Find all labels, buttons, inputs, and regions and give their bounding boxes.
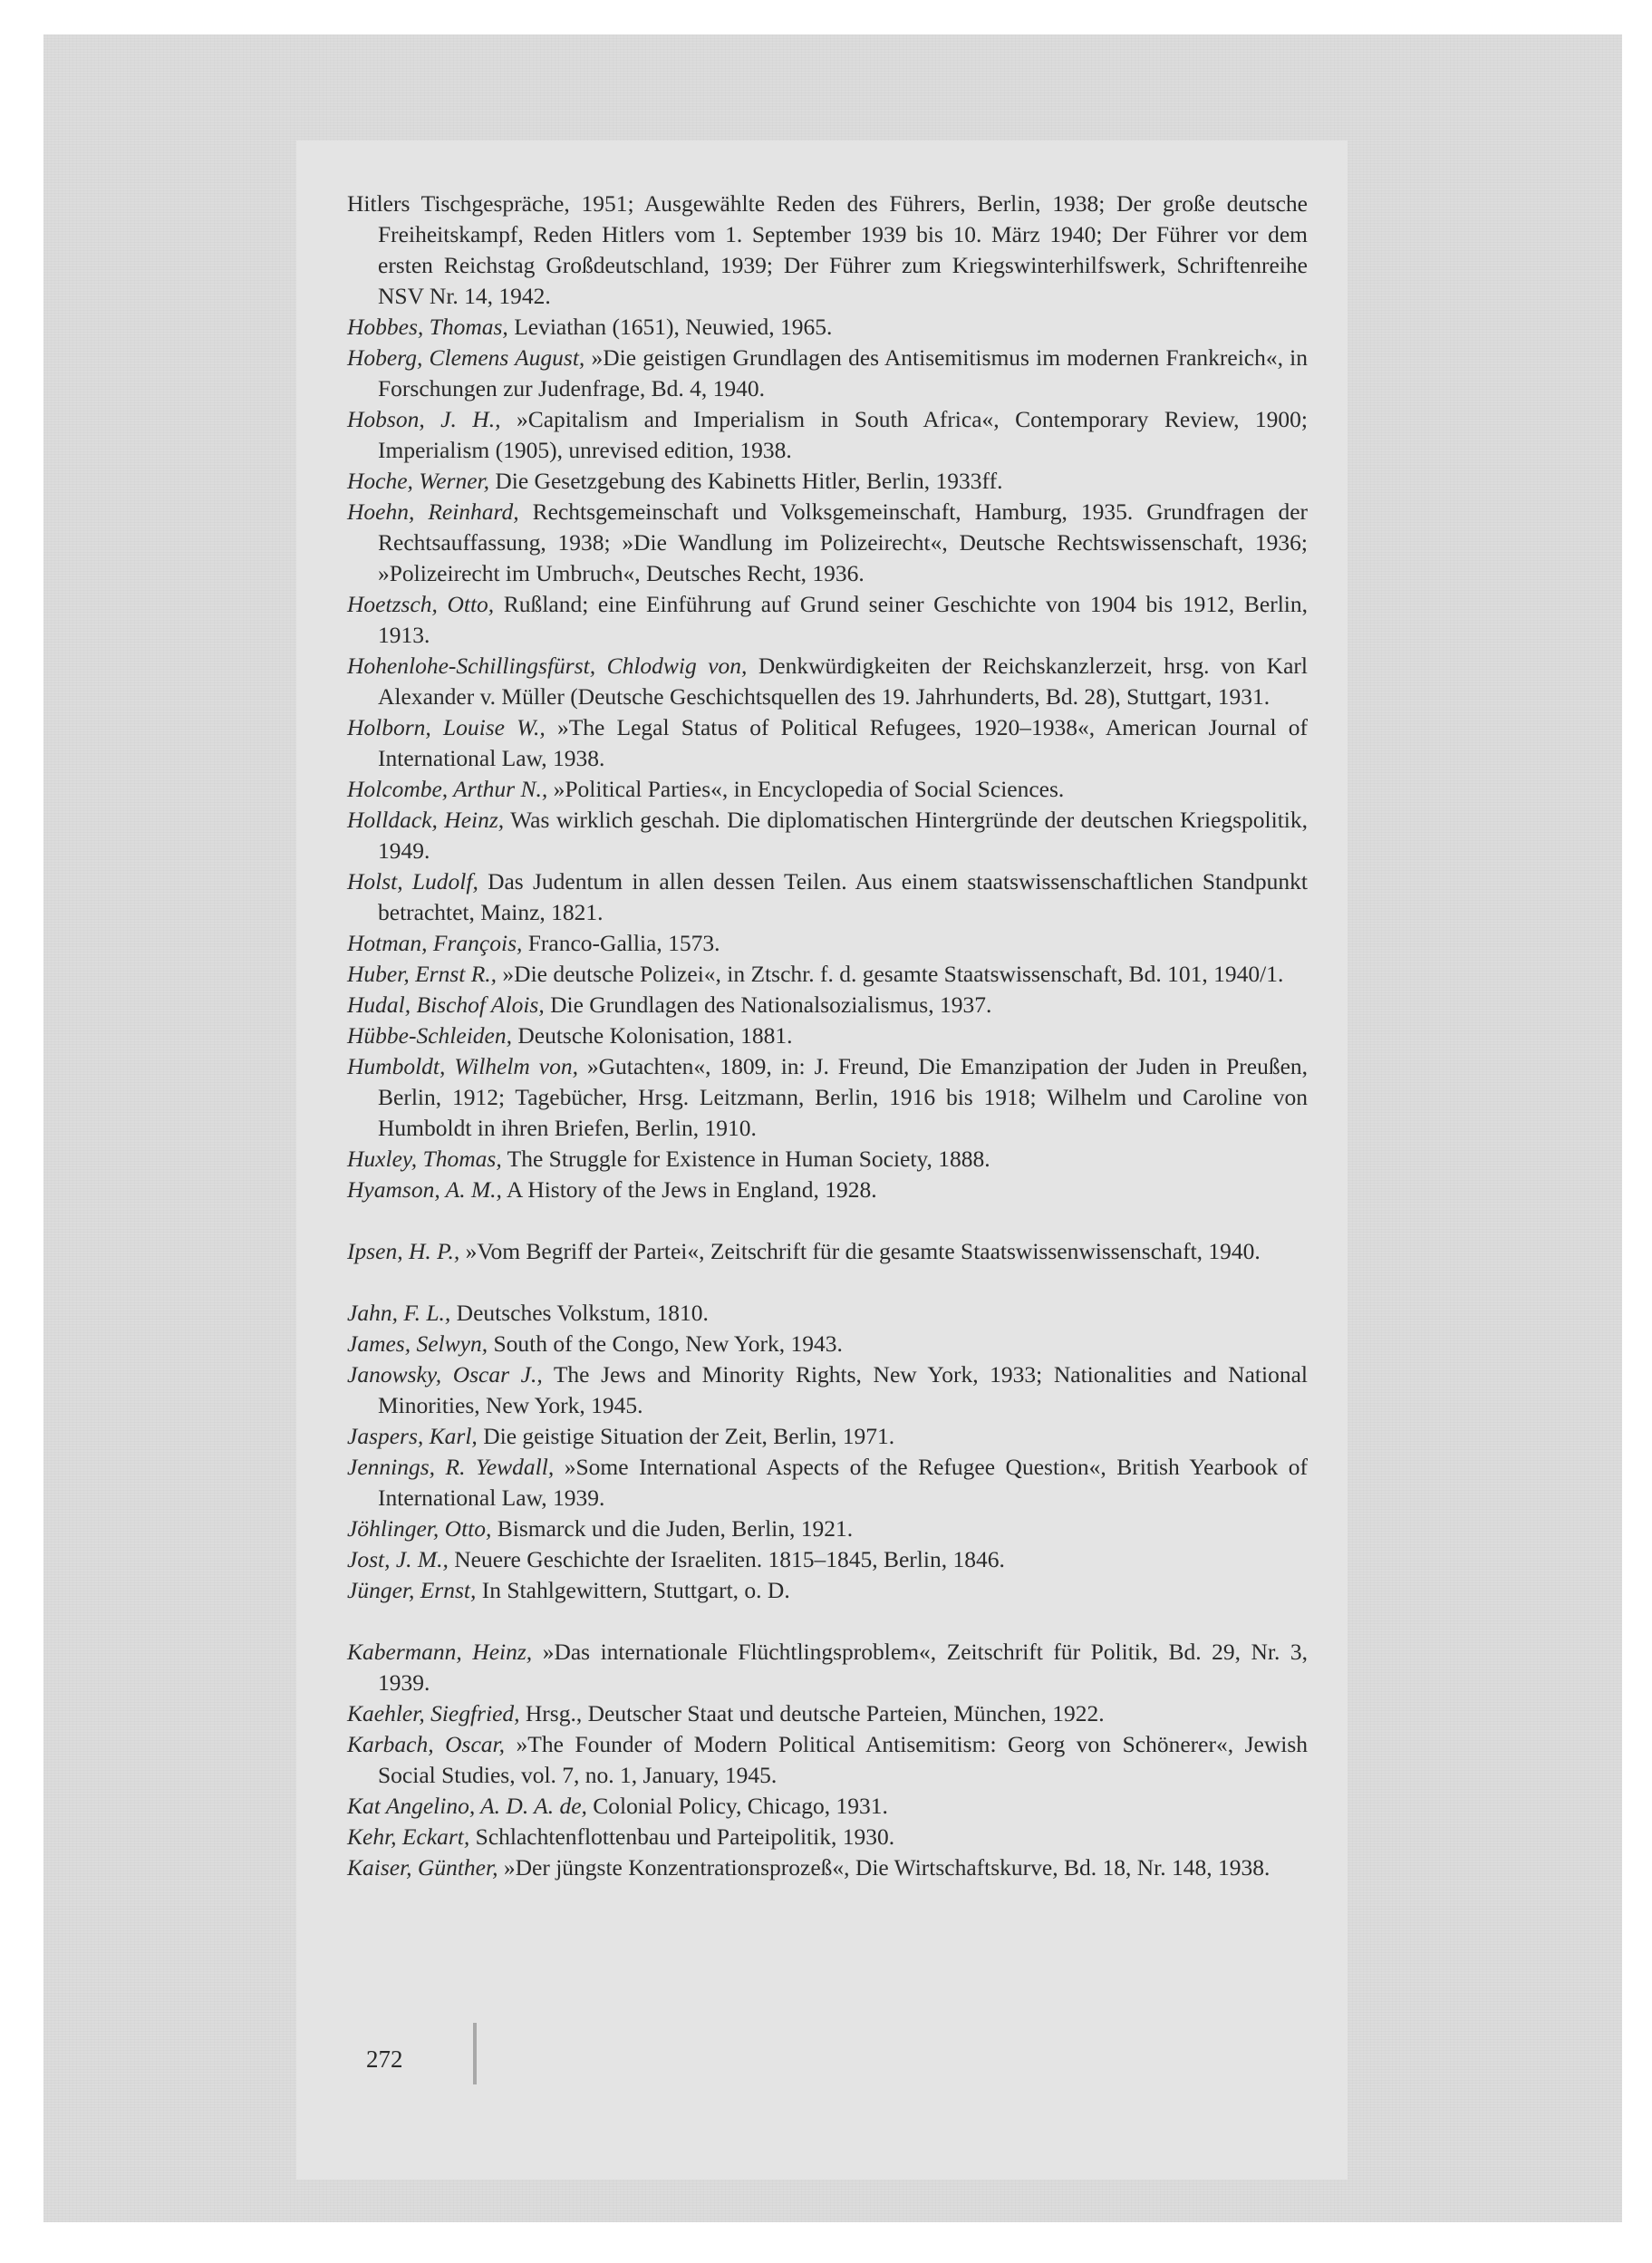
bibliography-entry [347,1791,1308,1822]
entry-author: Hoberg, Clemens August, [347,344,585,371]
entry-text: A History of the Jews in England, 1928. [506,1176,877,1203]
bibliography-entry [347,189,1308,312]
bibliography-entry [347,1729,1308,1791]
entry-text: The Jews and Minority Rights, New York, 1933; Nationalities and National Minorities, New York, 1945. [378,1361,1308,1418]
entry-text: South of the Congo, New York, 1943. [493,1330,843,1357]
bibliography-entry [347,1575,1308,1606]
bibliography-entry [347,1329,1308,1359]
entry-text: »The Legal Status of Political Refugees, 1920–1938«, American Journal of International Law, 1938. [378,714,1308,771]
entry-author: Jost, J. M., [347,1546,449,1572]
entry-author: Holborn, Louise W., [347,714,546,740]
entry-text: Bismarck und die Juden, Berlin, 1921. [497,1515,854,1542]
entry-author: Huxley, Thomas, [347,1146,502,1172]
entry-text: Die Grundlagen des Nationalsozialismus, 1937. [550,991,992,1018]
bibliography-entry [347,1298,1308,1329]
bibliography-entry [347,774,1308,805]
entry-author: Kehr, Eckart, [347,1823,470,1850]
bibliography-entry [347,1359,1308,1421]
entry-text: Leviathan (1651), Neuwied, 1965. [514,314,833,340]
bibliography-entry [347,990,1308,1020]
entry-author: Hyamson, A. M., [347,1176,502,1203]
entry-author: Hoche, Werner, [347,468,489,494]
entry-author: Hotman, François, [347,930,523,956]
bibliography-entry [347,805,1308,866]
entry-author: Humboldt, Wilhelm von, [347,1053,578,1079]
entry-text: Rechtsgemeinschaft und Volksgemeinschaft, Hamburg, 1935. Grundfragen der Rechtsauffassung, 1938; »Die Wandlung im Polizeirecht«, Deutsche Rechtswissenschaft, 1936; »Polizeirecht im Umbruch«, Deutsches Recht, 1936. [378,498,1309,586]
entry-author: Jaspers, Karl, [347,1423,478,1449]
entry-text: Was wirklich geschah. Die diplomatischen Hintergründe der deutschen Kriegspolitik, 1949. [378,807,1308,864]
bibliography-entry [347,589,1308,651]
entry-author: Kaiser, Günther, [347,1854,498,1881]
entry-text: »Das internationale Flüchtlingsproblem«, Zeitschrift für Politik, Bd. 29, Nr. 3, 1939. [378,1639,1309,1696]
entry-author: Jennings, R. Yewdall, [347,1454,555,1480]
entry-text: Deutsche Kolonisation, 1881. [517,1022,793,1049]
entry-text: Deutsches Volkstum, 1810. [456,1300,709,1326]
entry-author: Hoehn, Reinhard, [347,498,519,525]
entry-author: Karbach, Oscar, [347,1731,506,1757]
entry-author: Holcombe, Arthur N., [347,776,548,802]
entry-author: Jöhlinger, Otto, [347,1515,492,1542]
entry-text: »Der jüngste Konzentrationsprozeß«, Die Wirtschaftskurve, Bd. 18, Nr. 148, 1938. [503,1854,1270,1881]
bibliography-entry [347,1822,1308,1852]
bibliography-entry [347,651,1308,712]
entry-text: »Political Parties«, in Encyclopedia of Social Sciences. [553,776,1065,802]
entry-text: »Die deutsche Polizei«, in Ztschr. f. d. gesamte Staatswissenschaft, Bd. 101, 1940/1. [502,961,1284,987]
bibliography-entry [347,866,1308,928]
bibliography-entry [347,712,1308,774]
bibliography-entry [347,343,1308,404]
bibliography-entry [347,1452,1308,1514]
entry-text: In Stahlgewittern, Stuttgart, o. D. [481,1577,790,1603]
entry-text: Rußland; eine Einführung auf Grund seiner Geschichte von 1904 bis 1912, Berlin, 1913. [378,591,1308,648]
page-number: 272 [366,2045,403,2073]
entry-text: The Struggle for Existence in Human Society, 1888. [507,1146,990,1172]
entry-author: James, Selwyn, [347,1330,488,1357]
bibliography-entry [347,1020,1308,1051]
entry-author: Jahn, F. L., [347,1300,451,1326]
entry-text: Die geistige Situation der Zeit, Berlin, 1971. [483,1423,895,1449]
entry-text: »Die geistigen Grundlagen des Antisemitismus im modernen Frankreich«, in Forschungen zur Judenfrage, Bd. 4, 1940. [378,344,1309,401]
bibliography-entry [347,1236,1308,1267]
entry-text: Hitlers Tischgespräche, 1951; Ausgewählte Reden des Führers, Berlin, 1938; Der große deutsche Freiheitskampf, Reden Hitlers vom 1. September 1939 bis 10. März 1940; Der Führer vor dem ersten Reichstag Großdeutschland, 1939; Der Führer zum Kriegswinterhilfswerk, Schriftenreihe NSV Nr. 14, 1942. [347,190,1308,309]
entry-author: Kat Angelino, A. D. A. de, [347,1793,587,1819]
entry-text: Neuere Geschichte der Israeliten. 1815–1845, Berlin, 1846. [454,1546,1005,1572]
entry-text: »Capitalism and Imperialism in South Africa«, Contemporary Review, 1900; Imperialism (1905), unrevised edition, 1938. [378,406,1309,463]
entry-text: Die Gesetzgebung des Kabinetts Hitler, Berlin, 1933ff. [495,468,1003,494]
entry-author: Kabermann, Heinz, [347,1639,533,1665]
bibliography-entry [347,1852,1308,1883]
entry-author: Hübbe-Schleiden, [347,1022,512,1049]
entry-text: Franco-Gallia, 1573. [527,930,720,956]
bibliography-entry [347,497,1308,589]
bibliography-entry [347,1175,1308,1205]
entry-author: Ipsen, H. P., [347,1238,460,1264]
entry-text: Hrsg., Deutscher Staat und deutsche Parteien, München, 1922. [525,1700,1105,1726]
entry-author: Holldack, Heinz, [347,807,505,833]
entry-text: Colonial Policy, Chicago, 1931. [593,1793,888,1819]
entry-text: »The Founder of Modern Political Antisemitism: Georg von Schönerer«, Jewish Social Studies, vol. 7, no. 1, January, 1945. [378,1731,1308,1788]
bibliography-entry [347,1544,1308,1575]
entry-author: Hoetzsch, Otto, [347,591,495,617]
binding-mark [473,2023,477,2084]
bibliography-entry [347,1514,1308,1544]
entry-author: Jünger, Ernst, [347,1577,477,1603]
entry-text: »Vom Begriff der Partei«, Zeitschrift für die gesamte Staatswissenwissenschaft, 1940. [465,1238,1261,1264]
entry-author: Janowsky, Oscar J., [347,1361,543,1388]
bibliography-entry [347,1637,1308,1698]
entry-author: Kaehler, Siegfried, [347,1700,520,1726]
bibliography-list [347,189,1308,1883]
entry-author: Huber, Ernst R., [347,961,498,987]
entry-text: Das Judentum in allen dessen Teilen. Aus einem staatswissenschaftlichen Standpunkt betrachtet, Mainz, 1821. [378,868,1308,925]
entry-text: Denkwürdigkeiten der Reichskanzlerzeit, hrsg. von Karl Alexander v. Müller (Deutsche Geschichtsquellen des 19. Jahrhunderts, Bd. 28), Stuttgart, 1931. [378,653,1308,710]
entry-author: Hudal, Bischof Alois, [347,991,545,1018]
bibliography-entry [347,404,1308,466]
bibliography-entry [347,312,1308,343]
entry-text: »Gutachten«, 1809, in: J. Freund, Die Emanzipation der Juden in Preußen, Berlin, 1912; Tagebücher, Hrsg. Leitzmann, Berlin, 1916 bis 1918; Wilhelm und Caroline von Humboldt in ihren Briefen, Berlin, 1910. [378,1053,1309,1141]
bibliography-entry [347,1144,1308,1175]
bibliography-entry [347,466,1308,497]
bibliography-entry [347,1698,1308,1729]
entry-author: Hobbes, Thomas, [347,314,508,340]
entry-author: Hobson, J. H., [347,406,501,432]
bibliography-entry [347,928,1308,959]
bibliography-entry [347,959,1308,990]
entry-text: Schlachtenflottenbau und Parteipolitik, 1930. [475,1823,895,1850]
entry-author: Hohenlohe-Schillingsfürst, Chlodwig von, [347,653,748,679]
bibliography-entry [347,1051,1308,1144]
entry-author: Holst, Ludolf, [347,868,478,895]
bibliography-entry [347,1421,1308,1452]
entry-text: »Some International Aspects of the Refugee Question«, British Yearbook of International Law, 1939. [378,1454,1309,1511]
